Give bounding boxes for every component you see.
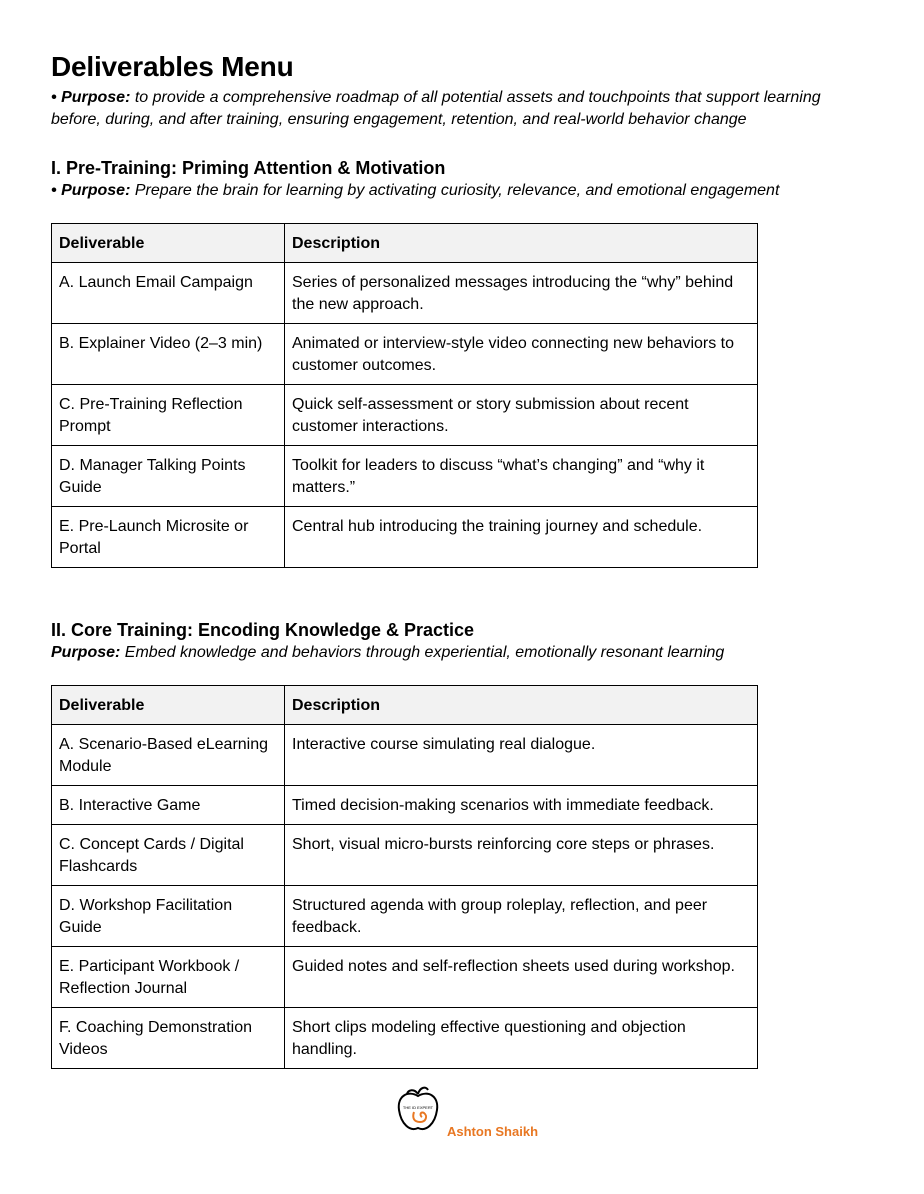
description-cell: Toolkit for leaders to discuss “what’s changing” and “why it matters.” <box>285 446 758 507</box>
section-purpose <box>51 642 871 664</box>
table-row <box>52 825 758 886</box>
deliverable-cell: C. Pre-Training Reflection Prompt <box>52 385 285 446</box>
table-row <box>52 324 758 385</box>
column-header-description: Description <box>285 224 758 263</box>
section-purpose <box>51 180 871 202</box>
table-header-row <box>52 686 758 725</box>
section-heading: I. Pre-Training: Priming Attention & Motivation <box>51 158 446 178</box>
description-cell: Quick self-assessment or story submission about recent customer interactions. <box>285 385 758 446</box>
section-heading: II. Core Training: Encoding Knowledge & Practice <box>51 620 475 640</box>
table-row <box>52 507 758 568</box>
deliverable-cell: D. Manager Talking Points Guide <box>52 446 285 507</box>
description-cell: Short clips modeling effective questioning and objection handling. <box>285 1008 758 1069</box>
table-row <box>52 385 758 446</box>
logo-text: THE ID EXPERT <box>402 1105 434 1110</box>
table-row <box>52 786 758 825</box>
description-cell: Structured agenda with group roleplay, reflection, and peer feedback. <box>285 886 758 947</box>
description-cell: Interactive course simulating real dialogue. <box>285 725 758 786</box>
table-row <box>52 446 758 507</box>
description-cell: Central hub introducing the training journey and schedule. <box>285 507 758 568</box>
purpose-text: Prepare the brain for learning by activating curiosity, relevance, and emotional engagement <box>134 182 780 199</box>
apple-brain-icon <box>390 1082 446 1138</box>
deliverable-cell: B. Interactive Game <box>52 786 285 825</box>
description-cell: Animated or interview-style video connecting new behaviors to customer outcomes. <box>285 324 758 385</box>
table-row <box>52 725 758 786</box>
deliverable-cell: E. Participant Workbook / Reflection Journal <box>52 947 285 1008</box>
section-core-training <box>51 618 871 1069</box>
deliverable-cell: A. Scenario-Based eLearning Module <box>52 725 285 786</box>
table-row <box>52 1008 758 1069</box>
intro-purpose <box>51 87 871 131</box>
table-row <box>52 886 758 947</box>
section-pre-training <box>51 156 871 568</box>
intro-bullet: • <box>51 89 57 106</box>
purpose-label: Purpose: <box>61 182 131 199</box>
description-cell: Series of personalized messages introducing the “why” behind the new approach. <box>285 263 758 324</box>
column-header-description: Description <box>285 686 758 725</box>
table-row <box>52 947 758 1008</box>
description-cell: Short, visual micro-bursts reinforcing core steps or phrases. <box>285 825 758 886</box>
deliverable-cell: A. Launch Email Campaign <box>52 263 285 324</box>
description-cell: Guided notes and self-reflection sheets used during workshop. <box>285 947 758 1008</box>
purpose-label: Purpose: <box>51 644 121 661</box>
deliverables-table-pre-training <box>51 223 758 568</box>
intro-purpose-label: Purpose: <box>61 89 131 106</box>
table-row <box>52 263 758 324</box>
deliverable-cell: F. Coaching Demonstration Videos <box>52 1008 285 1069</box>
table-header-row <box>52 224 758 263</box>
author-name: Ashton Shaikh <box>447 1124 539 1139</box>
document-page <box>51 50 871 1058</box>
column-header-deliverable: Deliverable <box>52 686 285 725</box>
page-title: Deliverables Menu <box>51 51 294 82</box>
purpose-bullet: • <box>51 182 57 199</box>
deliverables-table-core-training <box>51 685 758 1069</box>
footer-branding <box>390 1082 550 1142</box>
purpose-text: Embed knowledge and behaviors through experiential, emotionally resonant learning <box>124 644 725 661</box>
description-cell: Timed decision-making scenarios with immediate feedback. <box>285 786 758 825</box>
deliverable-cell: D. Workshop Facilitation Guide <box>52 886 285 947</box>
deliverable-cell: E. Pre-Launch Microsite or Portal <box>52 507 285 568</box>
column-header-deliverable: Deliverable <box>52 224 285 263</box>
intro-purpose-text: to provide a comprehensive roadmap of all potential assets and touchpoints that support learning before, during, and after training, ensuring engagement, retention, and real-world behavior change <box>51 89 821 128</box>
deliverable-cell: B. Explainer Video (2–3 min) <box>52 324 285 385</box>
deliverable-cell: C. Concept Cards / Digital Flashcards <box>52 825 285 886</box>
